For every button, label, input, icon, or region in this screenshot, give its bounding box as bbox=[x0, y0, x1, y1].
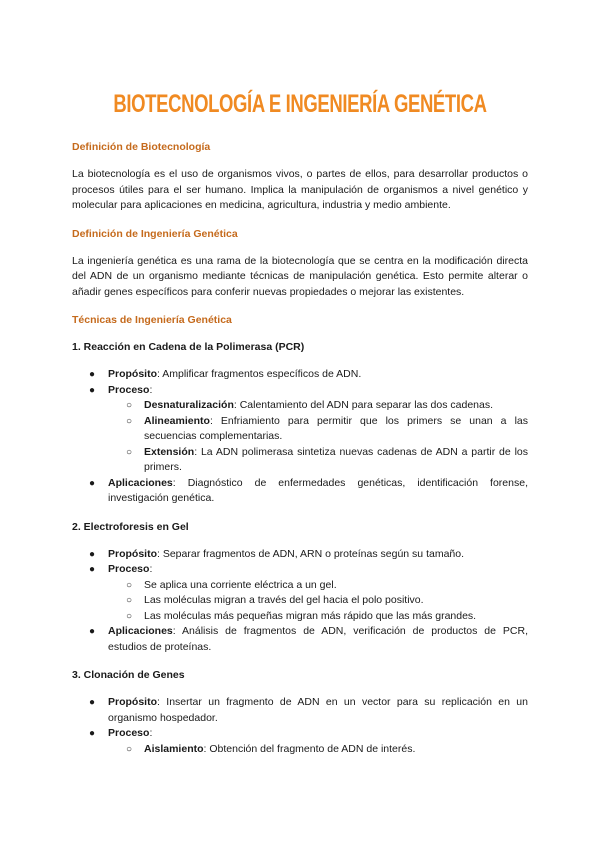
bullet-icon: ● bbox=[89, 384, 96, 396]
label-applications: Aplicaciones bbox=[108, 625, 173, 637]
heading-cloning: 3. Clonación de Genes bbox=[72, 669, 185, 681]
gel-list bbox=[72, 547, 528, 656]
text-step: Las moléculas más pequeñas migran más rápido que las más grandes. bbox=[144, 609, 477, 622]
text-purpose: : Amplificar fragmentos específicos de ADN. bbox=[157, 368, 362, 380]
text-purpose: : Separar fragmentos de ADN, ARN o proteínas según su tamaño. bbox=[157, 547, 465, 560]
list-item bbox=[108, 609, 528, 625]
text-purpose: : Insertar un fragmento de ADN en un vector para su replicación en un organismo hospedador. bbox=[108, 696, 528, 724]
label-step: Alineamiento bbox=[144, 414, 210, 427]
label-step: Aislamiento bbox=[144, 742, 204, 755]
bullet-icon: ● bbox=[89, 728, 96, 739]
circle-bullet-icon: ○ bbox=[126, 595, 133, 606]
circle-bullet-icon: ○ bbox=[126, 415, 133, 427]
heading-genetic-engineering-definition: Definición de Ingeniería Genética bbox=[72, 227, 238, 240]
list-item bbox=[72, 562, 528, 624]
list-item bbox=[108, 398, 528, 414]
text-applications: : Análisis de fragmentos de ADN, verificación de productos de PCR, estudios de proteínas. bbox=[108, 625, 528, 653]
text-applications: : Diagnóstico de enfermedades genéticas, identificación forense, investigación genética. bbox=[108, 476, 528, 504]
paragraph-biotech-definition: La biotecnología es el uso de organismos vivos, o partes de ellos, para desarrollar productos o procesos útiles para el ser humano. Implica la manipulación de organismos a nivel genético y molecular para aplicaciones en medicina, agricultura, industria y medio ambiente. bbox=[72, 168, 528, 211]
bullet-icon: ● bbox=[89, 697, 96, 708]
circle-bullet-icon: ○ bbox=[126, 743, 133, 755]
cloning-steps-list bbox=[108, 742, 528, 758]
label-step: Desnaturalización bbox=[144, 399, 234, 411]
bullet-icon: ● bbox=[89, 626, 96, 637]
text-process-sep: : bbox=[149, 727, 153, 739]
text-step: Se aplica una corriente eléctrica a un gel. bbox=[144, 578, 337, 591]
document-body bbox=[72, 140, 528, 770]
label-process: Proceso bbox=[108, 383, 150, 396]
list-item bbox=[72, 695, 528, 726]
pcr-steps-list bbox=[108, 398, 528, 476]
bullet-icon: ● bbox=[89, 548, 96, 560]
text-step: : Enfriamiento para permitir que los primers se unan a las secuencias complementarias. bbox=[144, 414, 528, 442]
circle-bullet-icon: ○ bbox=[126, 446, 133, 458]
text-step: : La ADN polimerasa sintetiza nuevas cadenas de ADN a partir de los primers. bbox=[144, 445, 528, 473]
text-step: Las moléculas migran a través del gel hacia el polo positivo. bbox=[144, 594, 424, 606]
list-item bbox=[72, 726, 528, 757]
label-purpose: Propósito bbox=[108, 368, 157, 380]
heading-gel: 2. Electroforesis en Gel bbox=[72, 520, 189, 533]
label-purpose: Propósito bbox=[108, 547, 157, 560]
list-item bbox=[108, 414, 528, 445]
list-item bbox=[72, 547, 528, 563]
gel-steps-list bbox=[108, 578, 528, 625]
bullet-icon: ● bbox=[89, 369, 96, 380]
label-process: Proceso bbox=[108, 727, 150, 739]
list-item bbox=[108, 593, 528, 609]
text-process-sep: : bbox=[149, 383, 153, 396]
list-item bbox=[72, 624, 528, 655]
bullet-icon: ● bbox=[89, 477, 96, 489]
text-step: : Calentamiento del ADN para separar las dos cadenas. bbox=[233, 399, 494, 411]
circle-bullet-icon: ○ bbox=[126, 400, 133, 411]
label-step: Extensión bbox=[144, 445, 195, 458]
heading-biotech-definition: Definición de Biotecnología bbox=[72, 141, 211, 153]
list-item bbox=[72, 383, 528, 476]
cloning-list bbox=[72, 695, 528, 757]
bullet-icon: ● bbox=[89, 564, 96, 575]
heading-pcr: 1. Reacción en Cadena de la Polimerasa (PCR) bbox=[72, 341, 305, 353]
pcr-list bbox=[72, 367, 528, 507]
label-process: Proceso bbox=[108, 563, 150, 575]
text-step: : Obtención del fragmento de ADN de interés. bbox=[203, 742, 416, 755]
label-purpose: Propósito bbox=[108, 696, 157, 708]
list-item bbox=[72, 367, 528, 383]
document-title: BIOTECNOLOGÍA E INGENIERÍA GENÉTICA bbox=[113, 90, 487, 118]
circle-bullet-icon: ○ bbox=[126, 610, 133, 622]
circle-bullet-icon: ○ bbox=[126, 579, 133, 591]
paragraph-genetic-engineering-definition: La ingeniería genética es una rama de la biotecnología que se centra en la modificación directa del ADN de un organismo mediante técnicas de manipulación genética. Esto permite alterar o añadir genes específicos para conferir nuevas propiedades o mejorar las existentes. bbox=[72, 254, 528, 298]
list-item bbox=[108, 445, 528, 476]
list-item bbox=[108, 742, 528, 758]
label-applications: Aplicaciones bbox=[108, 476, 173, 489]
text-process-sep: : bbox=[149, 563, 153, 575]
heading-techniques: Técnicas de Ingeniería Genética bbox=[72, 314, 232, 326]
list-item bbox=[72, 476, 528, 507]
list-item bbox=[108, 578, 528, 594]
